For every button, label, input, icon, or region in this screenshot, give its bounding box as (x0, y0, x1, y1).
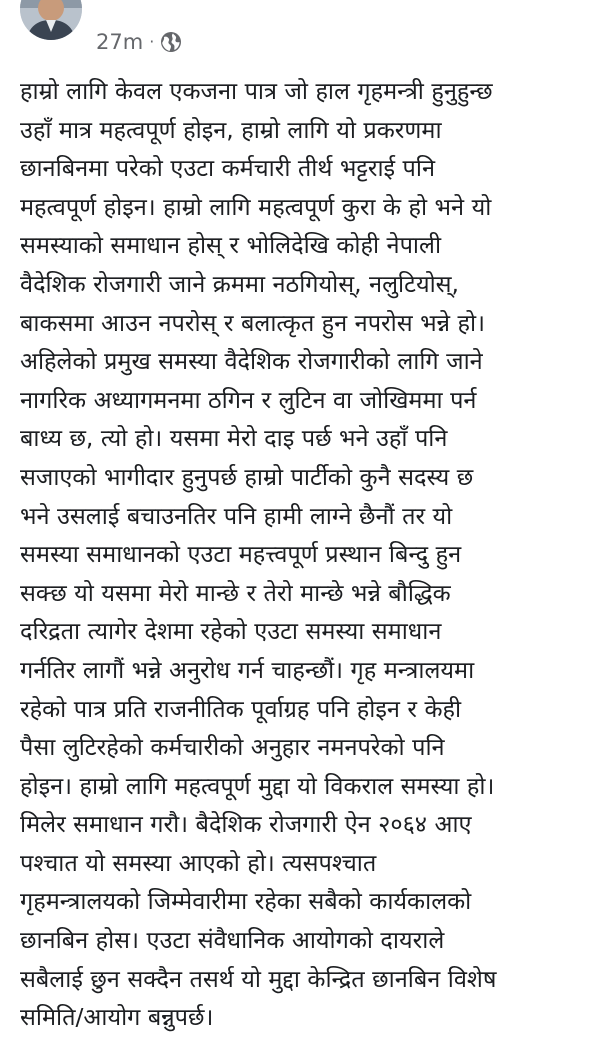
post-text-line: वैदेशिक रोजगारी जाने क्रममा नठगियोस्, नलुटियोस्, (20, 269, 460, 298)
post-text-line: सजाएको भागीदार हुनुपर्छ हाम्रो पार्टीको कुनै सदस्य छ (20, 462, 474, 491)
post-text-line: अहिलेको प्रमुख समस्या वैदेशिक रोजगारीको लागि जाने (20, 347, 483, 376)
post-text-line: नागरिक अध्यागमनमा ठगिन र लुटिन वा जोखिममा पर्न (20, 385, 477, 414)
post-text-line: सक्छ यो यसमा मेरो मान्छे र तेरो मान्छे भन्ने बौद्धिक (20, 578, 451, 607)
avatar-photo (20, 0, 82, 40)
post-text-line: हाम्रो लागि केवल एकजना पात्र जो हाल गृहमन्त्री हुनुहुन्छ (20, 77, 493, 105)
avatar[interactable] (20, 0, 82, 40)
post-text-line: महत्वपूर्ण होइन। हाम्रो लागि महत्वपूर्ण कुरा के हो भने यो (20, 192, 492, 221)
post-text-line: समिति/आयोग बन्नुपर्छ। (20, 1003, 214, 1032)
post-text-line: छानबिन होस। एउटा संवैधानिक आयोगको दायराले (20, 926, 445, 955)
post-text-line: बाध्य छ, त्यो हो। यसमा मेरो दाइ पर्छ भने उहाँ पनि (20, 424, 448, 453)
post-text-line: पश्चात यो समस्या आएको हो। त्यसपश्चात (20, 848, 377, 877)
post-text-line: भने उसलाई बचाउनतिर पनि हामी लाग्ने छैनौं तर यो (20, 501, 453, 530)
post-text (20, 72, 595, 1037)
post-text-line: सबैलाई छुन सक्दैन तसर्थ यो मुद्दा केन्द्रित छानबिन विशेष (20, 964, 497, 993)
post-text-line: दरिद्रता त्यागेर देशमा रहेको एउटा समस्या समाधान (20, 617, 442, 646)
post-text-line: मिलेर समाधान गरौ। बैदेशिक रोजगारी ऐन २०६४ आए (20, 810, 472, 839)
meta-separator: · (149, 32, 155, 51)
post-text-line: होइन। हाम्रो लागि महत्वपूर्ण मुद्दा यो विकराल समस्या हो। (20, 771, 495, 800)
post-text-line: गर्नतिर लागौं भन्ने अनुरोध गर्न चाहन्छौं। गृह मन्त्रालयमा (20, 655, 475, 684)
post-text-line: समस्या समाधानको एउटा महत्त्वपूर्ण प्रस्थान बिन्दु हुन (20, 540, 462, 569)
post-meta (96, 28, 182, 56)
post-text-line: बाकसमा आउन नपरोस् र बलात्कृत हुन नपरोस भन्ने हो। (20, 308, 485, 337)
post-text-line: गृहमन्त्रालयको जिम्मेवारीमा रहेका सबैको कार्यकालको (20, 887, 472, 916)
globe-icon[interactable] (160, 31, 182, 53)
post-text-line: उहाँ मात्र महत्वपूर्ण होइन, हाम्रो लागि यो प्रकरणमा (20, 115, 442, 144)
post-text-line: पैसा लुटिरहेको कर्मचारीको अनुहार नमनपरेको पनि (20, 733, 445, 762)
post-text-line: रहेको पात्र प्रति राजनीतिक पूर्वाग्रह पनि होइन र केही (20, 694, 462, 723)
timestamp[interactable]: 27m (96, 30, 144, 54)
post-header (0, 0, 605, 62)
post-text-line: समस्याको समाधान होस् र भोलिदेखि कोही नेपाली (20, 231, 442, 260)
post-text-line: छानबिनमा परेको एउटा कर्मचारी तीर्थ भट्टराई पनि (20, 154, 436, 183)
